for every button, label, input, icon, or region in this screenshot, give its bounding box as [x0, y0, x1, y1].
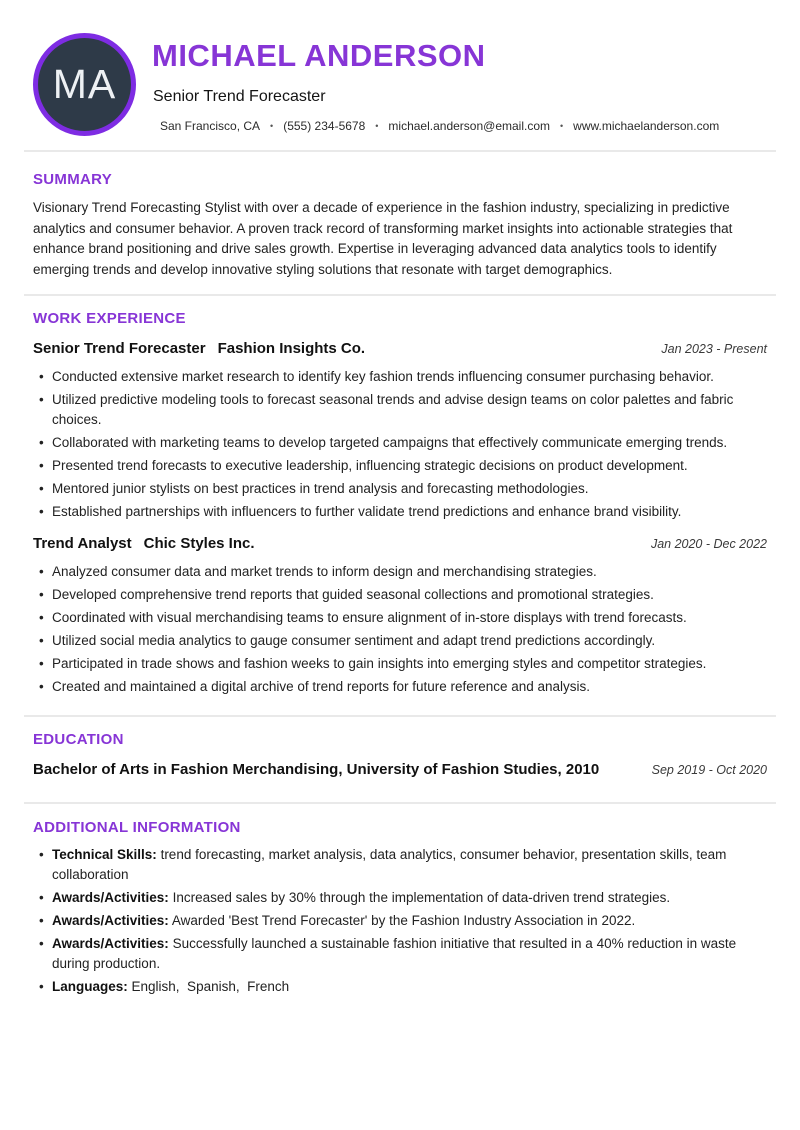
job-title-line: [33, 340, 365, 358]
education-entry: [33, 761, 767, 778]
additional-information-heading: ADDITIONAL INFORMATION: [33, 819, 241, 836]
contact-separator-icon: •: [375, 121, 379, 131]
experience-section: [0, 310, 800, 697]
education-dates: Sep 2019 - Oct 2020: [651, 763, 767, 777]
education-degree: Bachelor of Arts in Fashion Merchandising, University of Fashion Studies, 2010: [33, 761, 600, 778]
job-dates: Jan 2023 - Present: [661, 342, 767, 356]
job-company: Chic Styles Inc.: [143, 535, 255, 552]
additional-item-text: trend forecasting, market analysis, data analytics, consumer behavior, presentation skills, team collaboration: [52, 847, 727, 882]
additional-item-text: English, Spanish, French: [131, 979, 290, 994]
experience-bullet-list: [33, 562, 767, 697]
contact-separator-icon: •: [270, 121, 274, 131]
contact-separator-icon: •: [560, 121, 564, 131]
experience-bullet: • Presented trend forecasts to executive leadership, influencing strategic decisions on product development.: [33, 456, 767, 476]
experience-bullet: • Utilized predictive modeling tools to forecast seasonal trends and advise design teams on color palettes and fabric choices.: [33, 390, 767, 430]
job-dates: Jan 2020 - Dec 2022: [650, 537, 767, 551]
experience-bullet: • Coordinated with visual merchandising teams to ensure alignment of in-store displays with trend forecasts.: [33, 608, 767, 628]
job-role: Senior Trend Forecaster: [33, 340, 206, 357]
job-title-line: [33, 535, 255, 553]
additional-item-text: Increased sales by 30% through the implementation of data-driven trend strategies.: [172, 890, 671, 905]
additional-item: [33, 888, 767, 908]
summary-heading: SUMMARY: [33, 171, 113, 188]
section-divider: [24, 802, 776, 804]
experience-bullet: • Participated in trade shows and fashion weeks to gain insights into emerging styles and competitor strategies.: [33, 654, 767, 674]
additional-item: [33, 934, 767, 974]
contact-phone: (555) 234-5678: [283, 119, 366, 133]
experience-bullet: • Created and maintained a digital archive of trend reports for future reference and analysis.: [33, 677, 767, 697]
resume-header: [0, 0, 800, 150]
experience-bullet: • Utilized social media analytics to gauge consumer sentiment and adapt trend predictions accordingly.: [33, 631, 767, 651]
summary-section: [0, 171, 800, 280]
contact-email: michael.anderson@email.com: [388, 119, 551, 133]
avatar-initials: MA: [52, 61, 117, 107]
experience-bullet: • Analyzed consumer data and market trends to inform design and merchandising strategies.: [33, 562, 767, 582]
additional-information-section: [0, 819, 800, 997]
additional-item: [33, 977, 767, 997]
summary-text: Visionary Trend Forecasting Stylist with over a decade of experience in the fashion industry, specializing in predictive analytics and consumer behavior. A proven track record of transforming market insights into actionable strategies that enhance brand positioning and drive sales growth. Expertise in leveraging advanced data analytics tools to identify emerging trends and develop innovative styling solutions that resonate with target demographics.: [33, 200, 733, 277]
additional-information-list: [33, 845, 767, 997]
additional-item-text: Successfully launched a sustainable fashion initiative that resulted in a 40% reduction in waste during production.: [52, 936, 737, 971]
avatar: [33, 33, 136, 136]
section-divider: [24, 294, 776, 296]
job-role: Trend Analyst: [33, 535, 132, 552]
job-header: [33, 535, 767, 553]
additional-item-label: Languages:: [52, 979, 128, 994]
experience-heading: WORK EXPERIENCE: [33, 310, 186, 327]
additional-item-text: Awarded 'Best Trend Forecaster' by the Fashion Industry Association in 2022.: [171, 913, 636, 928]
additional-item-label: Technical Skills:: [52, 847, 157, 862]
additional-item: [33, 845, 767, 885]
header-job-title: Senior Trend Forecaster: [153, 88, 326, 105]
additional-item-label: Awards/Activities:: [52, 890, 169, 905]
experience-bullet: • Collaborated with marketing teams to develop targeted campaigns that effectively communicate emerging trends.: [33, 433, 767, 453]
header-divider: [24, 150, 776, 152]
education-heading: EDUCATION: [33, 731, 124, 748]
contact-row: [160, 119, 719, 133]
job-header: [33, 340, 767, 358]
experience-bullet: • Developed comprehensive trend reports that guided seasonal collections and promotional strategies.: [33, 585, 767, 605]
education-section: [0, 731, 800, 778]
additional-item: [33, 911, 767, 931]
experience-bullet: • Established partnerships with influencers to further validate trend predictions and enhance brand visibility.: [33, 502, 767, 522]
section-divider: [24, 715, 776, 717]
name-heading: MICHAEL ANDERSON: [152, 38, 486, 73]
additional-item-label: Awards/Activities:: [52, 936, 169, 951]
contact-location: San Francisco, CA: [160, 119, 261, 133]
experience-bullet-list: [33, 367, 767, 522]
additional-item-label: Awards/Activities:: [52, 913, 169, 928]
job-company: Fashion Insights Co.: [217, 340, 366, 357]
contact-website: www.michaelanderson.com: [573, 119, 720, 133]
experience-bullet: • Conducted extensive market research to identify key fashion trends influencing consumer purchasing behavior.: [33, 367, 767, 387]
experience-bullet: • Mentored junior stylists on best practices in trend analysis and forecasting methodologies.: [33, 479, 767, 499]
